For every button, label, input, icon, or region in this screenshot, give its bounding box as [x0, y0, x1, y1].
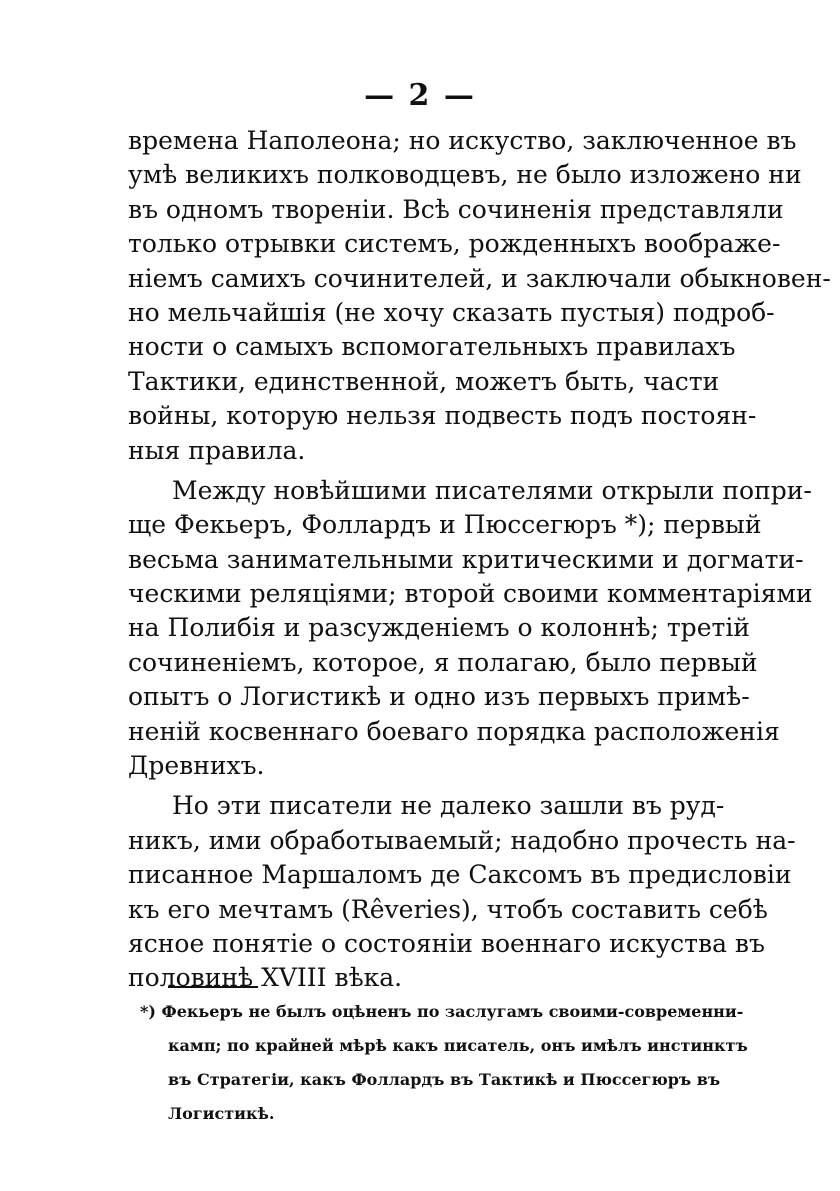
- footnote-divider: [168, 986, 258, 988]
- paragraph-3: [128, 789, 796, 995]
- text-line: умѣ великихъ полководцевъ, не было изложено ни: [128, 160, 802, 190]
- text-line: войны, которую нельзя подвесть подъ постоян-: [128, 401, 757, 431]
- text-line: писанное Маршаломъ де Саксомъ въ предисловіи: [128, 860, 792, 890]
- text-line: сочиненіемъ, которое, я полагаю, было первый: [128, 647, 758, 677]
- footnote-line: камп; по крайней мѣрѣ какъ писатель, онъ имѣлъ инстинктъ: [168, 1036, 748, 1055]
- footnote-line: *) Фекьеръ не былъ оцѣненъ по заслугамъ своими-современни-: [140, 1002, 744, 1021]
- text-line: только отрывки системъ, рожденныхъ воображе-: [128, 229, 781, 259]
- text-line: ясное понятіе о состояніи военнаго искуства въ: [128, 928, 765, 958]
- text-line: Но эти писатели не далеко зашли въ руд-: [172, 791, 725, 821]
- text-line: половинѣ XVIII вѣка.: [128, 963, 403, 993]
- text-line: неній косвеннаго боеваго порядка расположенія: [128, 716, 780, 746]
- text-line: ности о самыхъ вспомогательныхъ правилахъ: [128, 332, 736, 362]
- text-line: ныя правила.: [128, 435, 306, 465]
- footnote: [140, 995, 748, 1131]
- text-line: ще Фекьеръ, Фоллардъ и Пюссегюръ *); первый: [128, 510, 762, 540]
- text-line: Древнихъ.: [128, 751, 265, 781]
- paragraph-1: [128, 124, 831, 468]
- text-line: но мельчайшія (не хочу сказать пустыя) подроб-: [128, 297, 775, 327]
- page-number: — 2 —: [364, 78, 476, 113]
- text-line: на Полибія и разсужденіемъ о колоннѣ; третій: [128, 613, 750, 643]
- footnote-line: въ Стратегіи, какъ Фоллардъ въ Тактикѣ и Пюссегюръ въ: [168, 1070, 721, 1089]
- text-line: никъ, ими обработываемый; надобно прочесть на-: [128, 825, 796, 855]
- text-line: ческими реляціями; второй своими комментаріями: [128, 579, 813, 609]
- footnote-line: Логистикѣ.: [168, 1104, 275, 1123]
- text-line: Между новѣйшими писателями открыли попри-: [172, 475, 812, 505]
- text-line: времена Наполеона; но искуство, заключенное въ: [128, 126, 797, 155]
- main-text: [128, 124, 831, 996]
- text-line: къ его мечтамъ (Rêveries), чтобъ составить себѣ: [128, 894, 768, 924]
- text-line: Тактики, единственной, можетъ быть, части: [128, 366, 720, 396]
- paragraph-2: [128, 474, 813, 784]
- text-line: опытъ о Логистикѣ и одно изъ первыхъ примѣ-: [128, 682, 750, 712]
- text-line: въ одномъ твореніи. Всѣ сочиненія представляли: [128, 194, 784, 224]
- text-line: весьма занимательными критическими и догмати-: [128, 544, 804, 574]
- text-line: ніемъ самихъ сочинителей, и заключали обыкновен-: [128, 263, 831, 293]
